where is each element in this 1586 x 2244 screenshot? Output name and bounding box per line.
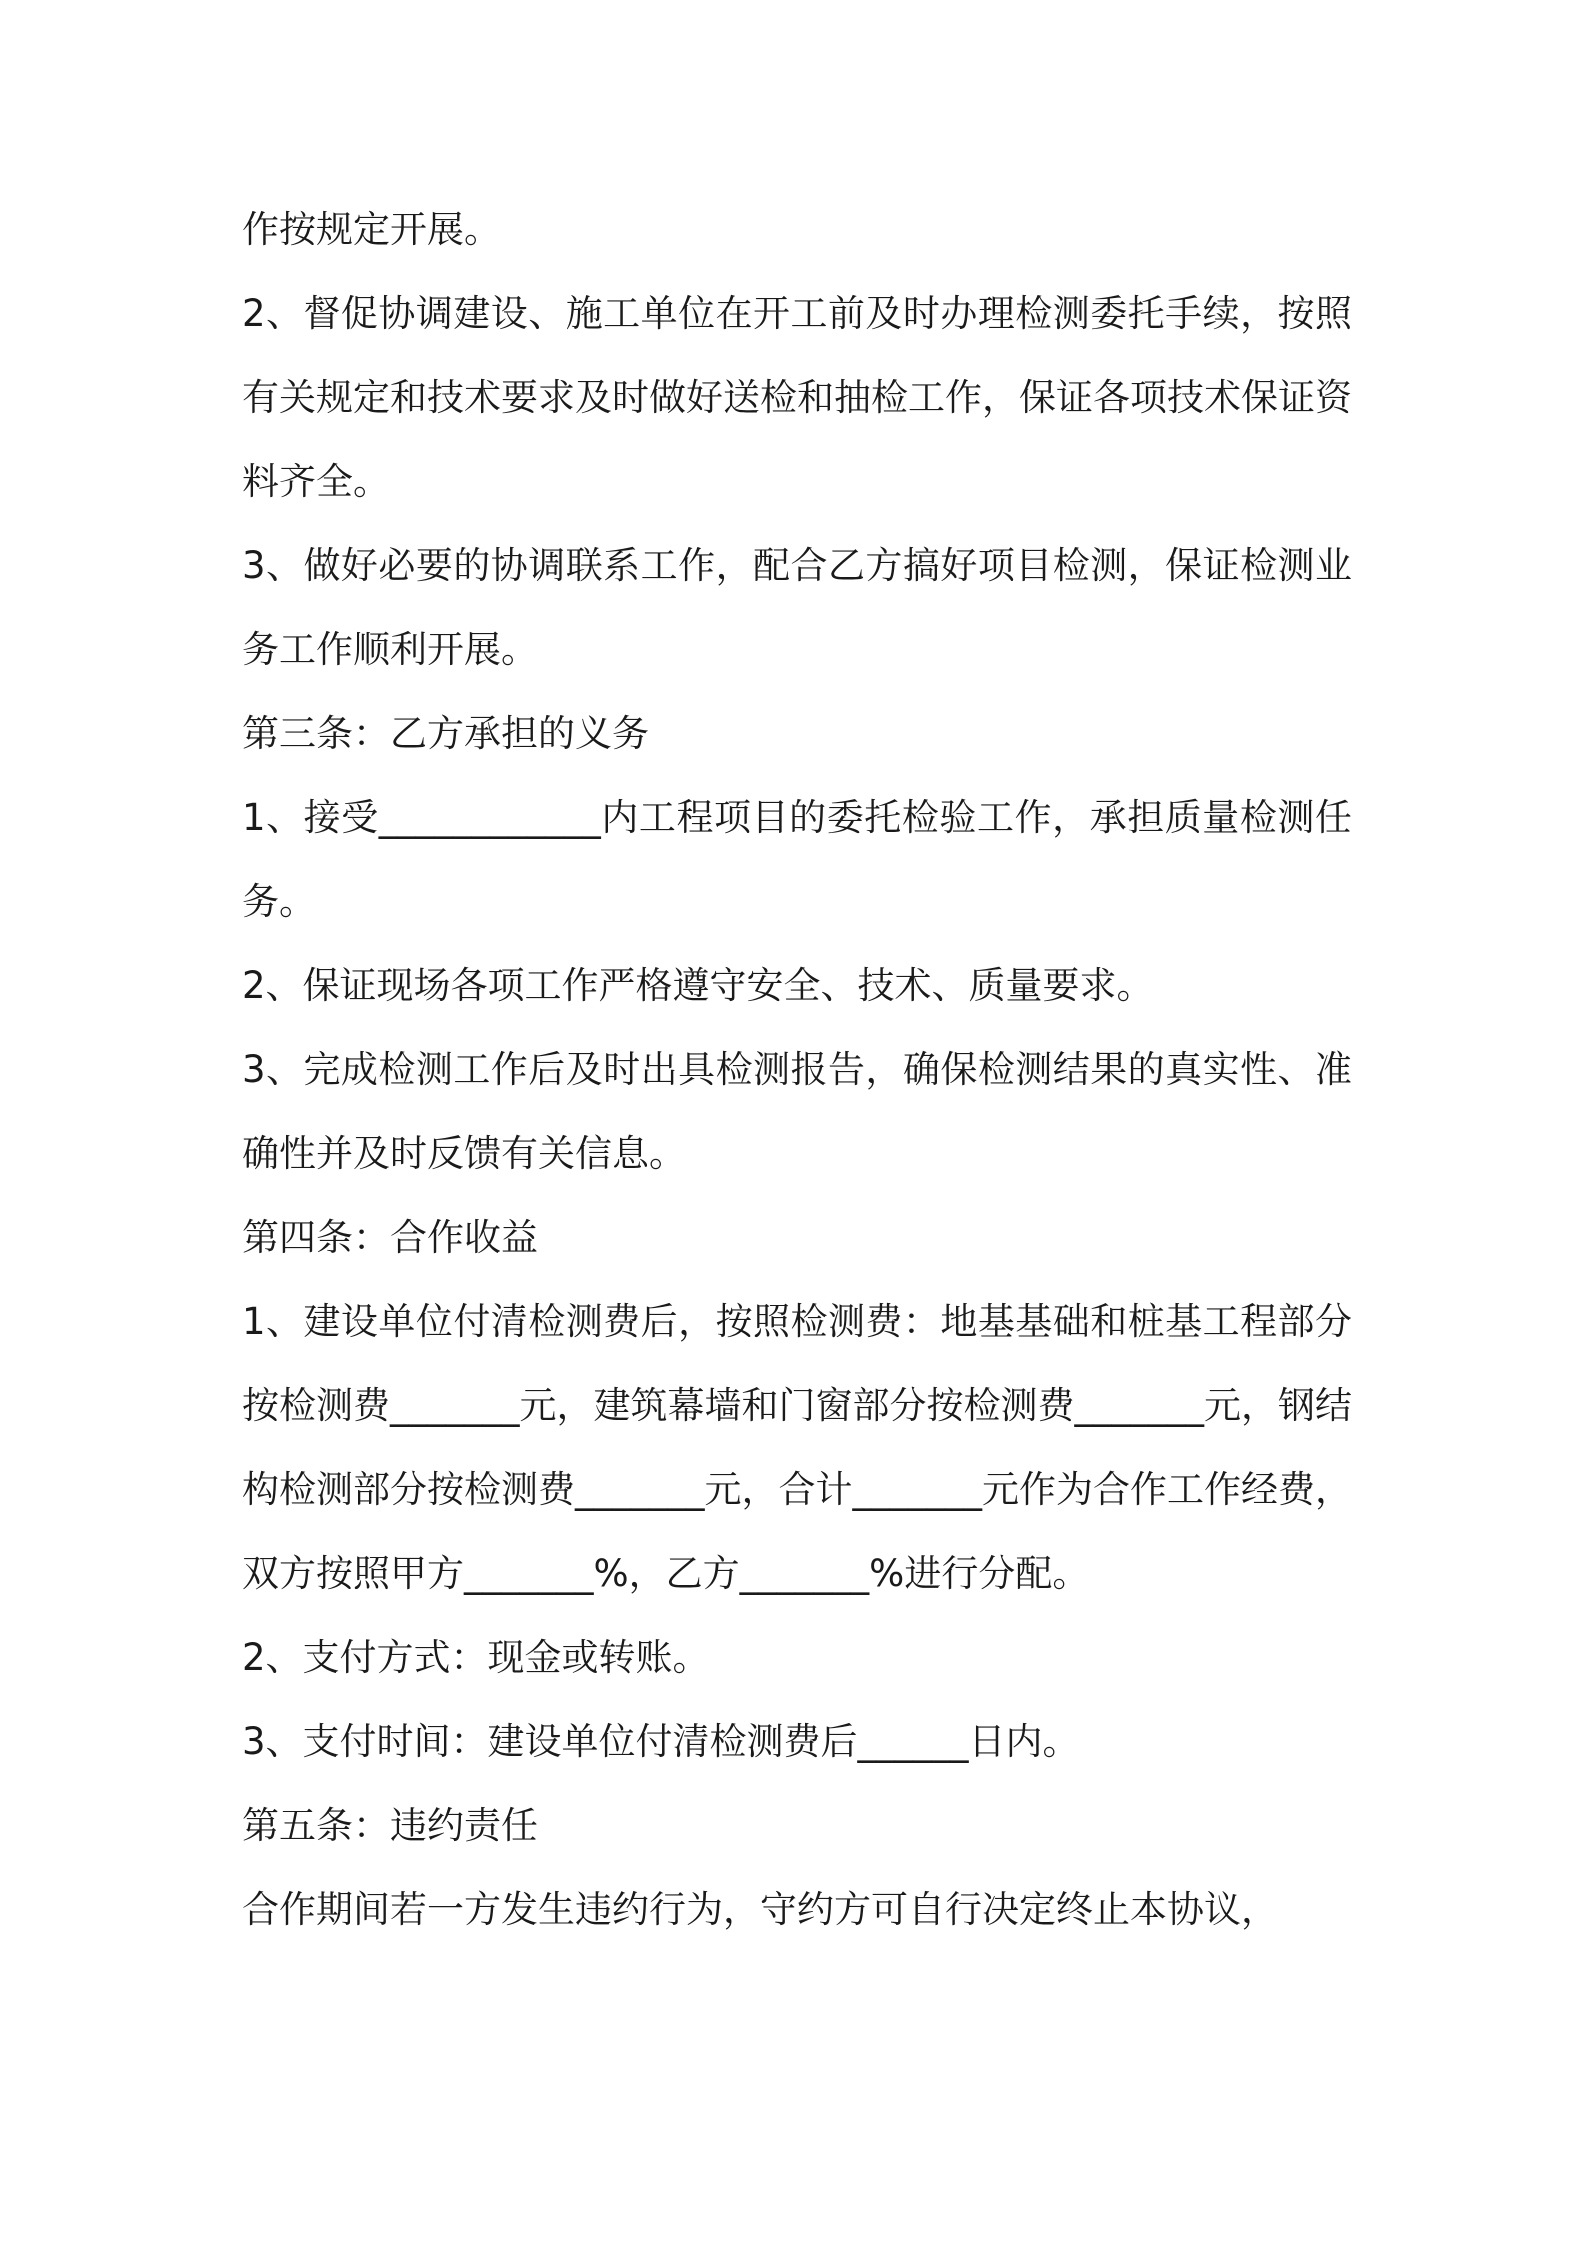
- paragraph-continuation: 作按规定开展。: [242, 208, 501, 251]
- paragraph-item-3: 3、做好必要的协调联系工作，配合乙方搞好项目检测，保证检测业务工作顺利开展。: [242, 544, 1352, 671]
- paragraph-article-3-item-2: 2、保证现场各项工作严格遵守安全、技术、质量要求。: [242, 964, 1154, 1007]
- paragraph-article-4-item-2: 2、支付方式：现金或转账。: [242, 1636, 710, 1679]
- paragraph-item-2: 2、督促协调建设、施工单位在开工前及时办理检测委托手续，按照有关规定和技术要求及时做好送检和抽检工作，保证各项技术保证资料齐全。: [242, 292, 1352, 503]
- paragraph-article-4-item-1: 1、建设单位付清检测费后，按照检测费：地基基础和桩基工程部分按检测费_______元，建筑幕墙和门窗部分按检测费_______元，钢结构检测部分按检测费_______元，合计_______元作为合作工作经费，双方按照甲方_______%，乙方_______%进行分配。: [242, 1300, 1352, 1595]
- paragraph-article-5-body: 合作期间若一方发生违约行为，守约方可自行决定终止本协议，: [242, 1888, 1278, 1931]
- paragraph-article-3-item-1: 1、接受____________内工程项目的委托检验工作，承担质量检测任务。: [242, 796, 1352, 923]
- document-body: [242, 188, 1352, 1952]
- paragraph-article-3-item-3: 3、完成检测工作后及时出具检测报告，确保检测结果的真实性、准确性并及时反馈有关信息。: [242, 1048, 1352, 1175]
- section-heading-article-4: 第四条：合作收益: [242, 1216, 538, 1259]
- paragraph-article-4-item-3: 3、支付时间：建设单位付清检测费后______日内。: [242, 1720, 1080, 1763]
- section-heading-article-3: 第三条：乙方承担的义务: [242, 712, 649, 755]
- section-heading-article-5: 第五条：违约责任: [242, 1804, 538, 1847]
